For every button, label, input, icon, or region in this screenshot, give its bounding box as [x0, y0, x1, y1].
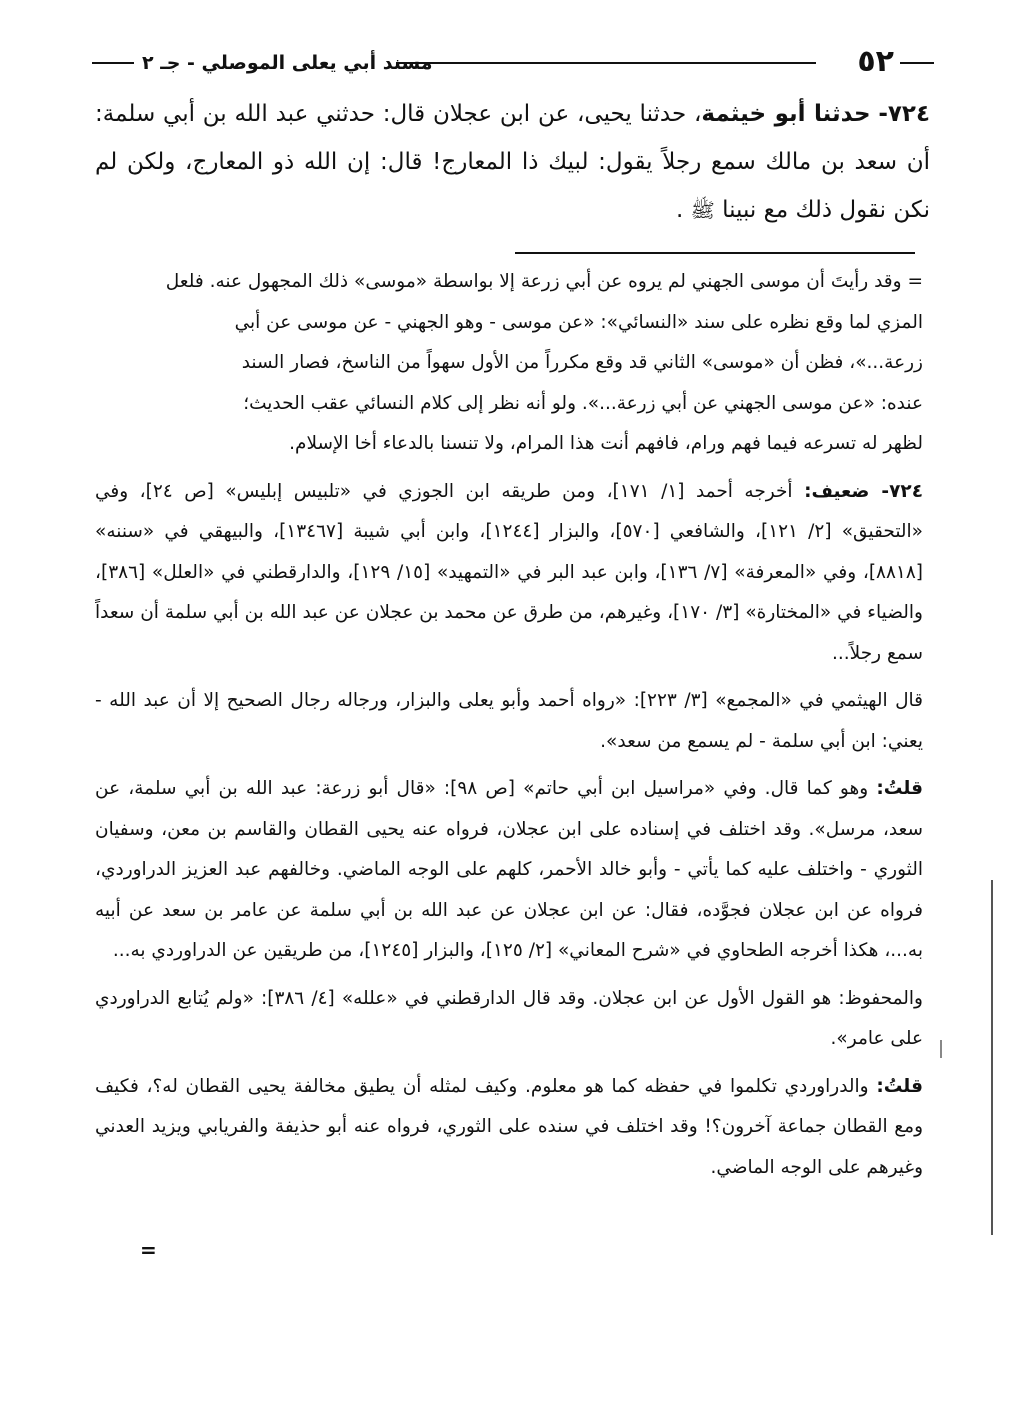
footnotes: [95, 262, 923, 1195]
footnote-line: المزي لما وقع نظره على سند «النسائي»: «عن موسى - وهو الجهني - عن موسى عن أبي: [234, 311, 923, 333]
footnote-comment-2: [95, 1067, 923, 1189]
page-continuation-mark: =: [140, 1238, 157, 1262]
continuation-mark: =: [907, 271, 923, 292]
footnote-line: لظهر له تسرعه فيما فهم ورام، فافهم أنت هذا المرام، ولا تنسنا بالدعاء أخا الإسلام.: [289, 433, 923, 454]
header-rule-right: [900, 62, 934, 64]
footnote-line: عنده: «عن موسى الجهني عن أبي زرعة...». ولو أنه نظر إلى كلام النسائي عقب الحديث؛: [243, 392, 923, 414]
salutation-glyph: ﷺ: [690, 198, 715, 222]
footnote-mahfuz: [95, 979, 923, 1060]
footnote-separator: [515, 252, 915, 254]
hadith-text-block: [95, 90, 930, 234]
header-rule-middle: [396, 62, 816, 64]
comment-lead: قلتُ:: [876, 778, 923, 799]
hadith-lead: حدثنا أبو خيثمة: [701, 101, 871, 127]
hadith-end-mark: .: [675, 197, 684, 223]
hadith-body: ، حدثنا يحيى، عن ابن عجلان قال: حدثني عبد الله بن أبي سلمة: أن سعد بن مالك سمع رجلاً يقول: لبيك ذا المعارج! قال: إن الله ذو المعارج، ولكن لم نكن نقول ذلك مع نبينا: [95, 101, 930, 223]
footnote-comment-1: [95, 769, 923, 972]
footnote-continued: [95, 262, 923, 465]
comment-text: وهو كما قال. وفي «مراسيل ابن أبي حاتم» [ص ٩٨]: «قال أبو زرعة: عبد الله بن أبي سلمة، عن سعد، مرسل». وقد اختلف في إسناده على ابن عجلان، فرواه عنه يحيى القطان والقاسم بن معن، وسفيان الثوري - واختلف عليه كما يأتي - وأبو خالد الأحمر، كلهم على الوجه الماضي. وخالفهم عبد العزيز الدراوردي، فرواه عن ابن عجلان فجوَّده، فقال: عن ابن عجلان عن عبد الله بن أبي سلمة عن عامر بن سعد عن أبيه به...، هكذا أخرجه الطحاوي في «شرح المعاني» [٢/ ١٢٥]، والبزار [١٢٤٥]، من طريقين عن الدراوردي به...: [95, 778, 923, 961]
comment-lead: قلتُ:: [876, 1075, 923, 1097]
haythami-text: قال الهيثمي في «المجمع» [٣/ ٢٢٣]: «رواه أحمد وأبو يعلى والبزار، ورجاله رجال الصحيح إلا أن عبد الله - يعني: ابن أبي سلمة - لم يسمع من سعد».: [95, 690, 923, 752]
footnote-line: زرعة...»، فظن أن «موسى» الثاني قد وقع مكرراً من الأول سهواً من الناسخ، فصار السند: [241, 352, 923, 373]
footnote-line: وقد رأيتَ أن موسى الجهني لم يروه عن أبي زرعة إلا بواسطة «موسى» ذلك المجهول عنه. فلعل: [165, 271, 902, 292]
takhrij-grade: ٧٢٤- ضعيف:: [804, 480, 923, 502]
header-rule-left: [92, 62, 134, 64]
running-header: [92, 42, 934, 82]
scan-edge-line: [991, 880, 993, 1235]
hadith-number: ٧٢٤-: [878, 101, 930, 127]
takhrij-text: أخرجه أحمد [١/ ١٧١]، ومن طريقه ابن الجوزي في «تلبيس إبليس» [ص ٢٤]، وفي «التحقيق» [٢/ ١٢١]، والشافعي [٥٧٠]، والبزار [١٢٤٤]، وابن أبي شيبة [١٣٤٦٧]، والبيهقي في «سننه» [٨٨١٨]، وفي «المعرفة» [٧/ ١٣٦]، وابن عبد البر في «التمهيد» [١٥/ ١٢٩]، والدارقطني في «العلل» [٣٨٦]، والضياء في «المختارة» [٣/ ١٧٠]، وغيرهم، من طرق عن محمد بن عجلان عن عبد الله بن أبي سلمة أن سعداً سمع رجلاً...: [95, 480, 924, 664]
scan-edge-mark: [940, 1040, 942, 1058]
running-title: مسند أبي يعلى الموصلي - جـ ٢: [142, 52, 433, 74]
mahfuz-text: والمحفوظ: هو القول الأول عن ابن عجلان. وقد قال الدارقطني في «علله» [٤/ ٣٨٦]: «ولم يُتابع الدراوردي على عامر».: [95, 987, 923, 1049]
footnote-haythami: [95, 681, 923, 762]
page-number: ٥٢: [857, 44, 894, 79]
comment-text: والدراوردي تكلموا في حفظه كما هو معلوم. وكيف لمثله أن يطيق مخالفة يحيى القطان له؟، فكيف ومع القطان جماعة آخرون؟! وقد اختلف في سنده على الثوري، فرواه عنه أبو حذيفة والفريابي ويزيد العدني وغيرهم على الوجه الماضي.: [95, 1075, 923, 1178]
footnote-takhrij: [95, 472, 923, 675]
